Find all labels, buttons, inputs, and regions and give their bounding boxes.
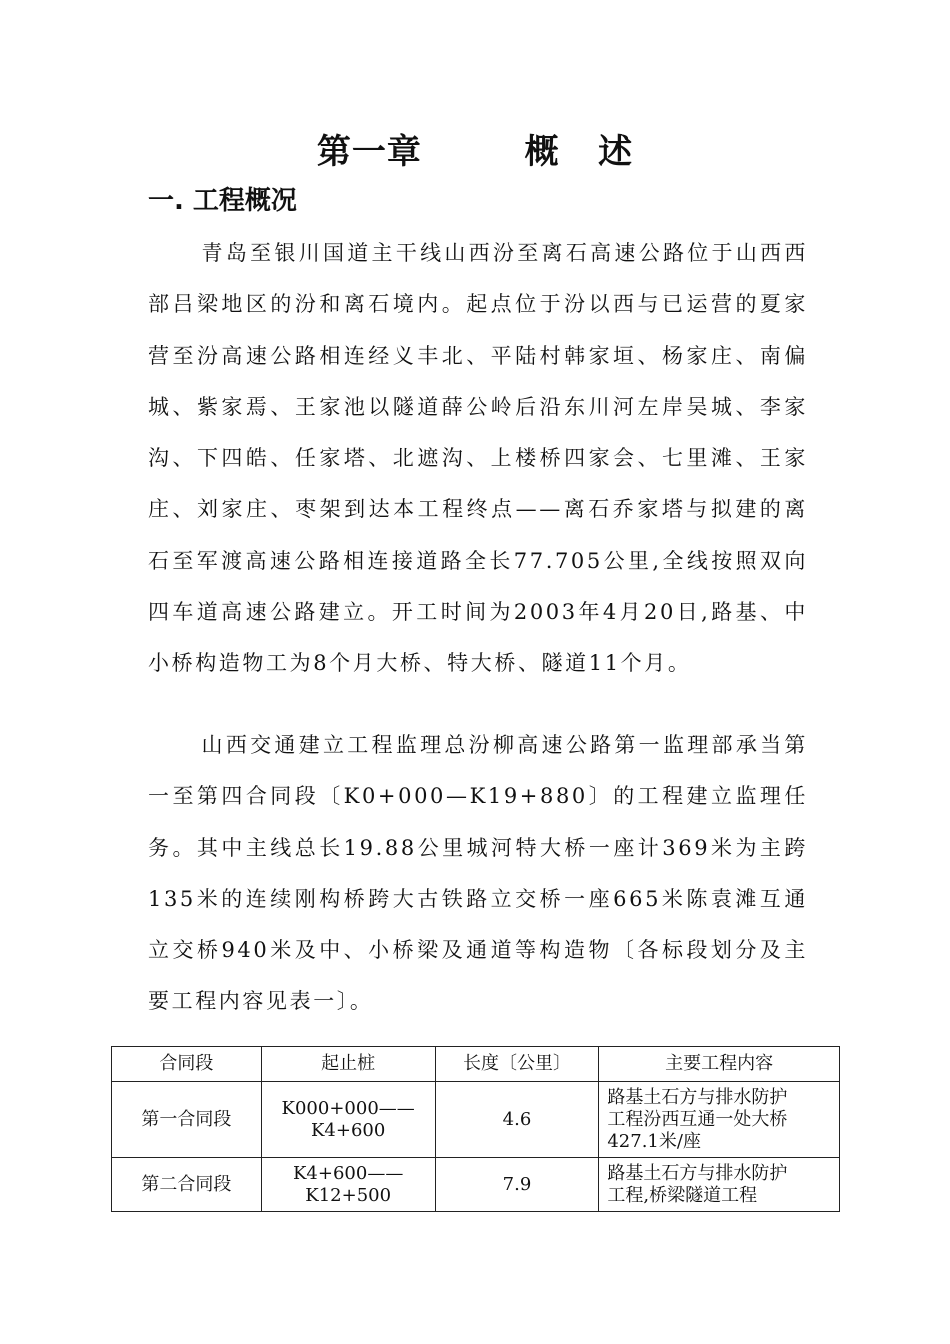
content-line: 工程汾西互通一处大桥: [607, 1108, 788, 1130]
header-content: 主要工程内容: [599, 1047, 840, 1082]
stake-end: K12+500: [305, 1184, 392, 1206]
header-stake: 起止桩: [261, 1047, 435, 1082]
header-section: 合同段: [112, 1047, 262, 1082]
table-row: [112, 1082, 840, 1158]
cell-section: 第二合同段: [112, 1158, 262, 1212]
cell-stake: [261, 1082, 435, 1158]
content-line: 路基土石方与排水防护: [607, 1162, 788, 1184]
content-line: 路基土石方与排水防护: [607, 1086, 788, 1108]
section-heading: 一. 工程概况: [148, 186, 297, 216]
supervision-paragraph: 山西交通建立工程监理总汾柳高速公路第一监理部承当第一至第四合同段〔K0+000—K19+880〕的工程建立监理任务。其中主线总长19.88公里城河特大桥一座计369米为主跨135米的连续刚构桥跨大古铁路立交桥一座665米陈袁滩互通立交桥940米及中、小桥梁及通道等构造物〔各标段划分及主要工程内容见表一〕。: [148, 733, 808, 1014]
table-header-row: [112, 1047, 840, 1082]
contract-sections-table: [111, 1046, 840, 1212]
header-length: 长度〔公里〕: [435, 1047, 599, 1082]
content-line: 工程,桥梁隧道工程: [607, 1184, 758, 1206]
stake-end: K4+600: [310, 1119, 386, 1141]
cell-stake: [261, 1158, 435, 1212]
cell-length: 4.6: [435, 1082, 599, 1158]
cell-content: [599, 1158, 840, 1212]
project-overview-paragraph: 青岛至银川国道主干线山西汾至离石高速公路位于山西西部吕梁地区的汾和离石境内。起点位于汾以西与已运营的夏家营至汾高速公路相连经义丰北、平陆村韩家垣、杨家庄、南偏城、紫家焉、王家池以隧道薛公岭后沿东川河左岸吴城、李家沟、下四皓、任家塔、北遮沟、上楼桥四家会、七里滩、王家庄、刘家庄、枣架到达本工程终点——离石乔家塔与拟建的离石至军渡高速公路相连接道路全长77.705公里,全线按照双向四车道高速公路建立。开工时间为2003年4月20日,路基、中小桥构造物工为8个月大桥、特大桥、隧道11个月。: [148, 241, 808, 676]
cell-content: [599, 1082, 840, 1158]
content-line: 427.1米/座: [607, 1130, 701, 1152]
table-row: [112, 1158, 840, 1212]
stake-start: K4+600——: [292, 1162, 404, 1184]
cell-section: 第一合同段: [112, 1082, 262, 1158]
chapter-title: 第一章 概 述: [316, 132, 634, 172]
stake-start: K000+000——: [281, 1097, 415, 1119]
cell-length: 7.9: [435, 1158, 599, 1212]
